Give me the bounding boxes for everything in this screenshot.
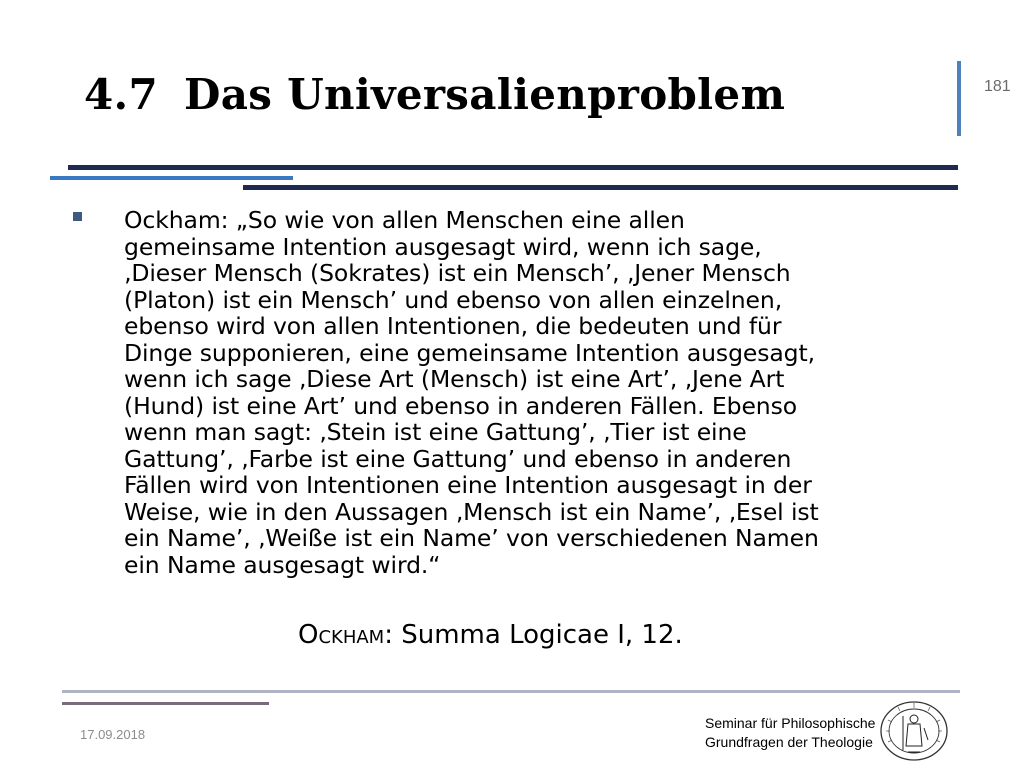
slide-date: 17.09.2018 (80, 727, 146, 742)
section-number: 4.7 (84, 70, 158, 119)
citation (298, 620, 683, 650)
slide-title (84, 70, 785, 119)
quote-line: Ockham: „So wie von allen Menschen eine allen (124, 206, 685, 234)
quote-line: (Hund) ist eine Art’ und ebenso in anderen Fällen. Ebenso (124, 391, 798, 420)
seminar-line-1: Seminar für Philosophische (705, 715, 876, 731)
quote-line: (Platon) ist ein Mensch’ und ebenso von allen einzelnen, (124, 285, 783, 314)
quote-line: Dinge supponieren, eine gemeinsame Intention ausgesagt, (124, 338, 815, 367)
citation-author: Ockham (298, 620, 385, 650)
page-number-divider (957, 61, 961, 136)
quote-line: Gattung’, ‚Farbe ist eine Gattung’ und ebenso in anderen (124, 444, 792, 473)
footer-rule (62, 690, 960, 693)
quote-line: wenn man sagt: ‚Stein ist eine Gattung’, ‚Tier ist eine (124, 418, 747, 446)
university-seal-icon (878, 700, 950, 762)
quote-line: ebenso wird von allen Intentionen, die bedeuten und für (124, 312, 782, 340)
bullet-square-icon (73, 212, 82, 221)
page-number: 181 (984, 78, 1011, 95)
quote-line: ein Name ausgesagt wird.“ (124, 550, 441, 579)
quote-line: ein Name’, ‚Weiße ist ein Name’ von verschiedenen Namen (124, 524, 819, 552)
seminar-name (705, 714, 875, 752)
quote-line: ‚Dieser Mensch (Sokrates) ist ein Mensch’, ‚Jener Mensch (124, 259, 791, 287)
seminar-line-2: Grundfragen der Theologie (705, 734, 873, 750)
title-rule-accent (50, 176, 293, 180)
quote-line: Fällen wird von Intentionen eine Intention ausgesagt in der (124, 471, 812, 499)
quote-paragraph (124, 207, 954, 578)
quote-line: wenn ich sage ‚Diese Art (Mensch) ist eine Art’, ‚Jene Art (124, 365, 785, 393)
title-text: Das Universalienproblem (184, 70, 786, 119)
citation-work: : Summa Logicae I, 12. (384, 620, 683, 650)
title-rule-top (68, 165, 958, 170)
quote-line: gemeinsame Intention ausgesagt wird, wenn ich sage, (124, 232, 762, 261)
footer-rule-accent (62, 702, 269, 705)
title-rule-bottom (243, 185, 958, 190)
quote-line: Weise, wie in den Aussagen ‚Mensch ist ein Name’, ‚Esel ist (124, 497, 819, 526)
